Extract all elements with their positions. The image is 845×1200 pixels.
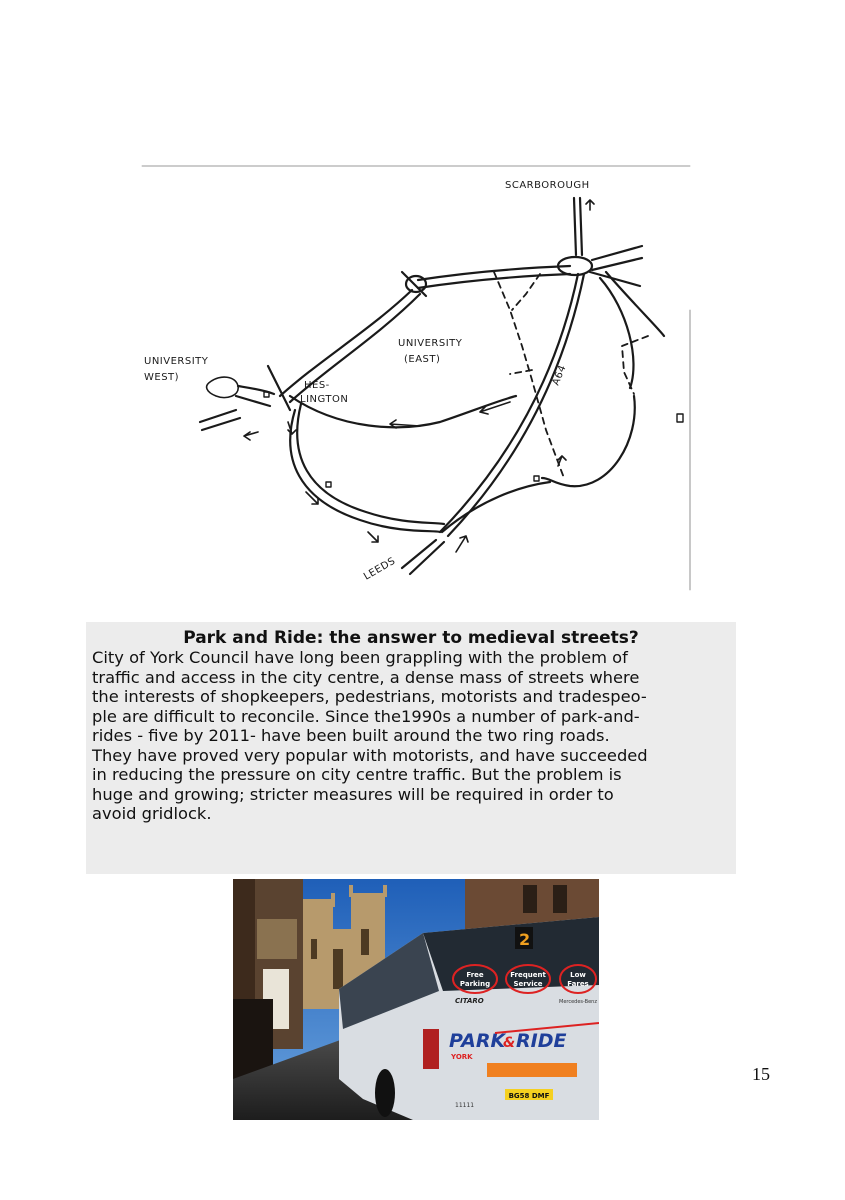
- sign-service: Service: [513, 980, 543, 988]
- sign-free: Free: [466, 971, 484, 979]
- map-svg: [140, 160, 692, 592]
- logo-amp: &: [503, 1035, 516, 1051]
- sign-parking: Parking: [459, 980, 491, 988]
- road-scarborough: [574, 198, 582, 255]
- label-scarborough: SCARBOROUGH: [505, 180, 590, 191]
- callout-line-3: the interests of shopkeepers, pedestrians, motorists and tradespeo-: [92, 687, 647, 706]
- label-a64: A64: [550, 363, 569, 388]
- bus-route-number: 2: [519, 930, 531, 949]
- callout-line-7: in reducing the pressure on city centre traffic. But the problem is: [92, 765, 622, 784]
- callout-line-8: huge and growing; stricter measures will be required in order to: [92, 784, 614, 804]
- sign-low: Low: [570, 971, 586, 979]
- sign-frequent: Frequent: [510, 971, 546, 979]
- callout-line-1: City of York Council have long been grappling with the problem of: [92, 648, 628, 667]
- callout-line-4: ple are difficult to reconcile. Since the1990s a number of park-and-: [92, 706, 640, 726]
- callout-line-5: rides - five by 2011- have been built around the two ring roads.: [92, 726, 610, 745]
- license-plate: BG58 DMF: [508, 1092, 550, 1100]
- photo-svg: [233, 879, 599, 1120]
- callout-line-2: traffic and access in the city centre, a dense mass of streets where: [92, 667, 640, 687]
- label-university-west: UNIVERSITY: [144, 356, 209, 367]
- bus-brand: Mercedes-Benz: [559, 999, 597, 1005]
- callout-line-9: avoid gridlock.: [92, 804, 212, 823]
- sketch-map: [140, 160, 692, 592]
- label-university-east: UNIVERSITY: [398, 338, 463, 349]
- park-and-ride-callout: [86, 622, 736, 874]
- callout-title: Park and Ride: the answer to medieval streets?: [183, 628, 639, 648]
- logo-ride: RIDE: [516, 1030, 567, 1052]
- label-university-east-2: (EAST): [404, 354, 441, 365]
- bus-model: CITARO: [455, 997, 484, 1005]
- fleet-number: 11111: [455, 1102, 475, 1109]
- label-heslington: HES-: [304, 380, 330, 391]
- bus-photo: [233, 879, 599, 1120]
- callout-line-6: They have proved very popular with motorists, and have succeeded: [92, 745, 648, 765]
- logo-york: YORK: [451, 1053, 473, 1061]
- label-university-west-2: WEST): [144, 372, 180, 383]
- label-leeds: LEEDS: [362, 555, 398, 583]
- label-heslington-2: LINGTON: [300, 394, 349, 405]
- sign-fares: Fares: [567, 980, 589, 988]
- page-number: 15: [752, 1064, 770, 1084]
- logo-park: PARK: [449, 1030, 506, 1052]
